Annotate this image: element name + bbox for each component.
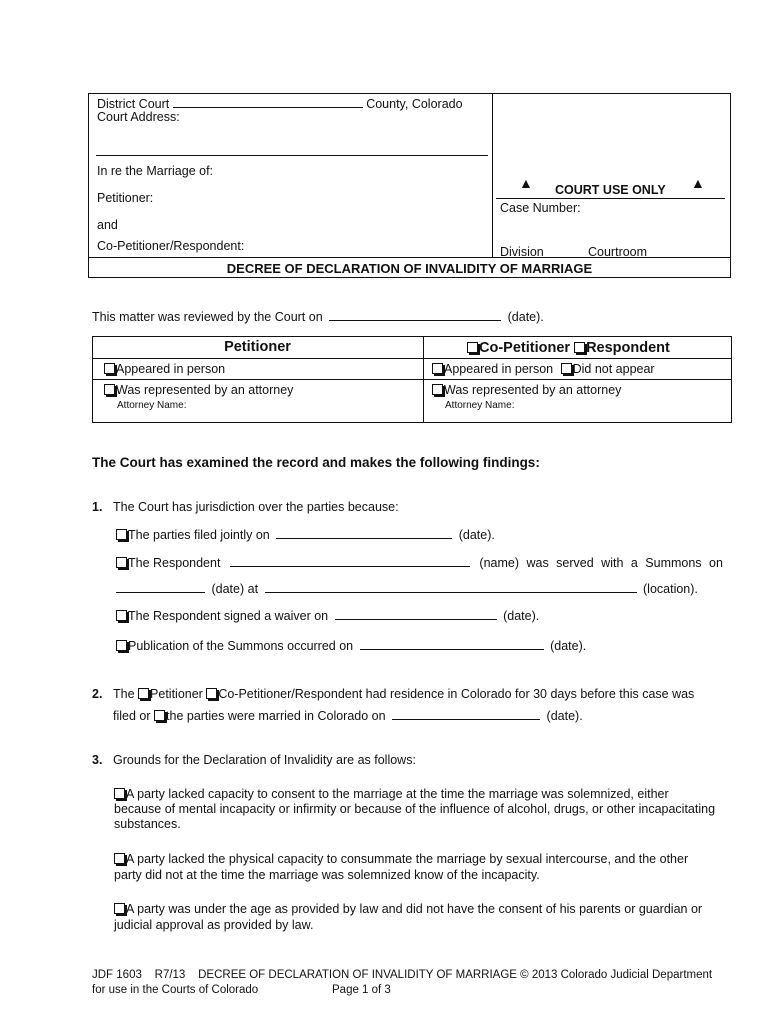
court-address-label: Court Address: [97, 110, 180, 124]
co-petitioner-label: Co-Petitioner/Respondent: [97, 239, 245, 253]
co-petitioner-header-label: Co-Petitioner [479, 340, 571, 356]
item2-date-field[interactable] [392, 707, 540, 720]
resp-represented-checkbox[interactable] [432, 384, 443, 395]
ground1-line2: because of mental incapacity or infirmity or because of the influence of alcohol, drugs, or other incapacitating [114, 802, 716, 816]
item2-petitioner-checkbox[interactable] [138, 688, 149, 699]
respondent-header-label: Respondent [586, 340, 670, 356]
ground3-line2: judicial approval as provided by law. [114, 918, 314, 932]
district-court-label: District Court [97, 97, 170, 111]
footer-page: Page 1 of 3 [332, 984, 391, 996]
served-date-field[interactable] [116, 580, 205, 593]
served-summons-label: (name) was served with a Summons on [479, 556, 723, 570]
item2-line1 [113, 687, 731, 701]
pet-represented-option[interactable] [104, 383, 293, 397]
caption-divider [492, 93, 493, 257]
ground3-option[interactable] [114, 901, 734, 933]
pet-attorney-name-label: Attorney Name: [117, 400, 187, 411]
publication-date-field[interactable] [360, 637, 544, 650]
courtroom-label: Courtroom [588, 245, 648, 259]
ground2-checkbox[interactable] [114, 853, 125, 864]
served-location-field[interactable] [265, 580, 637, 593]
filed-jointly-option[interactable] [116, 526, 495, 542]
item2-number: 2. [92, 687, 103, 701]
in-re-label: In re the Marriage of: [97, 164, 214, 178]
pet-appeared-label: Appeared in person [116, 362, 226, 376]
ground1-line3: substances. [114, 817, 181, 831]
parties-row-divider [92, 379, 732, 380]
item2-copet-checkbox[interactable] [206, 688, 217, 699]
filed-jointly-checkbox[interactable] [116, 529, 127, 540]
item3-number: 3. [92, 753, 103, 767]
arrow-up-icon: ▲ [519, 175, 533, 191]
footer-courts: for use in the Courts of Colorado [92, 984, 259, 996]
served-date-at-label: (date) at [211, 582, 259, 596]
arrow-up-icon: ▲ [691, 175, 705, 191]
pet-appeared-checkbox[interactable] [104, 363, 115, 374]
reviewed-label: This matter was reviewed by the Court on [92, 310, 323, 324]
publication-date-suffix: (date). [550, 639, 587, 653]
document-title: DECREE OF DECLARATION OF INVALIDITY OF MARRIAGE [226, 261, 593, 276]
case-number-label: Case Number: [500, 201, 581, 215]
ground1-line1: A party lacked capacity to consent to the marriage at the time the marriage was solemnized, either [126, 787, 669, 801]
ground3-line1: A party was under the age as provided by law and did not have the consent of his parents or guardian or [126, 902, 703, 916]
footer-line1: JDF 1603 R7/13 DECREE OF DECLARATION OF INVALIDITY OF MARRIAGE © 2013 Colorado Judicial Department [92, 969, 713, 981]
filed-jointly-date-suffix: (date). [458, 528, 495, 542]
resp-not-appear-checkbox[interactable] [561, 363, 572, 374]
reviewed-date-field[interactable] [329, 308, 501, 321]
ground2-line1: A party lacked the physical capacity to consummate the marriage by sexual intercourse, and the other [126, 852, 689, 866]
item3-text: Grounds for the Declaration of Invalidity are as follows: [113, 753, 416, 767]
reviewed-date-suffix: (date). [507, 310, 544, 324]
item2-petitioner-label: Petitioner [150, 687, 203, 701]
respondent-checkbox[interactable] [574, 342, 585, 353]
item2-date-suffix: (date). [546, 709, 583, 723]
item1-text: The Court has jurisdiction over the parties because: [113, 500, 399, 514]
findings-heading: The Court has examined the record and makes the following findings: [92, 455, 540, 470]
pet-represented-label: Was represented by an attorney [116, 383, 294, 397]
item2-married-checkbox[interactable] [154, 710, 165, 721]
waiver-label: The Respondent signed a waiver on [128, 609, 329, 623]
filed-jointly-date-field[interactable] [276, 526, 452, 539]
parties-header-divider [92, 358, 732, 359]
ground2-option[interactable] [114, 851, 734, 883]
item2-the: The [113, 687, 135, 701]
publication-checkbox[interactable] [116, 640, 127, 651]
copet-respondent-header [467, 340, 670, 356]
county-label: County, Colorado [366, 97, 463, 111]
resp-appeared-checkbox[interactable] [432, 363, 443, 374]
co-petitioner-checkbox[interactable] [467, 342, 478, 353]
publication-option[interactable] [116, 637, 586, 653]
petitioner-label: Petitioner: [97, 191, 154, 205]
respondent-name-field[interactable] [230, 554, 470, 567]
resp-attorney-name-label: Attorney Name: [445, 400, 515, 411]
item2-filed-or: filed or [113, 709, 151, 723]
court-address-line[interactable] [96, 155, 488, 156]
pet-appeared-option[interactable] [104, 362, 225, 376]
respondent-served-option[interactable] [116, 554, 731, 570]
respondent-served-label: The Respondent [128, 556, 221, 570]
ground1-checkbox[interactable] [114, 788, 125, 799]
served-location-suffix: (location). [643, 582, 698, 596]
waiver-date-suffix: (date). [503, 609, 540, 623]
ground1-option[interactable] [114, 787, 734, 832]
division-label: Division [500, 245, 544, 259]
resp-appeared-option[interactable] [432, 362, 655, 376]
petitioner-header: Petitioner [224, 339, 291, 355]
waiver-option[interactable] [116, 607, 539, 623]
filed-jointly-label: The parties filed jointly on [128, 528, 270, 542]
waiver-date-field[interactable] [335, 607, 497, 620]
publication-label: Publication of the Summons occurred on [128, 639, 354, 653]
pet-represented-checkbox[interactable] [104, 384, 115, 395]
reviewed-line [92, 308, 544, 324]
and-label: and [97, 218, 118, 232]
resp-represented-option[interactable] [432, 383, 621, 397]
ground2-line2: party did not at the time the marriage was solemnized know of the incapacity. [114, 868, 540, 882]
county-field[interactable] [173, 95, 363, 108]
ground3-checkbox[interactable] [114, 903, 125, 914]
waiver-checkbox[interactable] [116, 610, 127, 621]
item2-line2 [113, 707, 583, 723]
resp-not-appear-label: Did not appear [572, 362, 655, 376]
district-court-line [97, 95, 463, 111]
item1-number: 1. [92, 500, 103, 514]
court-use-divider [496, 198, 725, 199]
item2-married-label: the parties were married in Colorado on [166, 709, 386, 723]
respondent-served-checkbox[interactable] [116, 557, 127, 568]
court-use-only-label: COURT USE ONLY [555, 183, 666, 197]
item2-copet-label: Co-Petitioner/Respondent had residence in Colorado for 30 days before this case was [218, 687, 695, 701]
served-date-location-line [116, 580, 698, 596]
resp-appeared-label: Appeared in person [444, 362, 554, 376]
resp-represented-label: Was represented by an attorney [444, 383, 622, 397]
